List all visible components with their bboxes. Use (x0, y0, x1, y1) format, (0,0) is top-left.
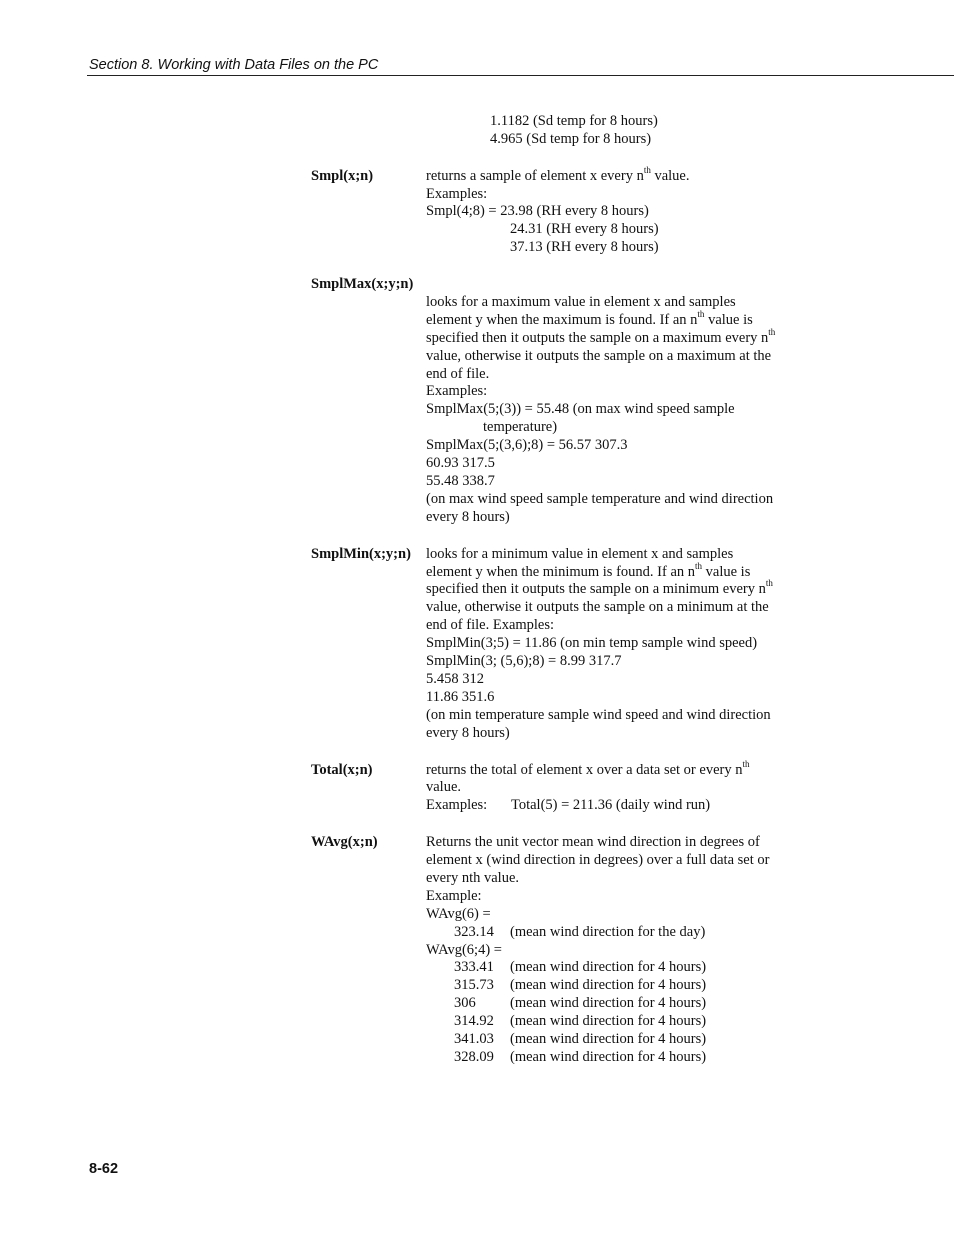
total-example: Total(5) = 211.36 (daily wind run) (511, 797, 711, 813)
smplmax-line: (on max wind speed sample temperature and wind direction (426, 491, 774, 507)
smplmin-line: 11.86 351.6 (426, 689, 495, 705)
wavg-line: WAvg(6) = (426, 906, 491, 922)
wavg-row-value: 333.41 (454, 959, 494, 975)
smplmax-line: 55.48 338.7 (426, 473, 495, 489)
smplmax-line: every 8 hours) (426, 509, 510, 525)
wavg-row-desc: (mean wind direction for 4 hours) (510, 1031, 707, 1047)
smpl-examples-label: Examples: (426, 186, 488, 202)
smplmax-line: SmplMax(5;(3)) = 55.48 (on max wind speed sample (426, 401, 735, 417)
wavg-row-desc: (mean wind direction for 4 hours) (510, 1049, 707, 1065)
wavg-row-desc: (mean wind direction for 4 hours) (510, 959, 707, 975)
smplmin-line: looks for a minimum value in element x and samples (426, 546, 734, 562)
wavg-row-desc: (mean wind direction for 4 hours) (510, 977, 707, 993)
wavg-row-value: 315.73 (454, 977, 494, 993)
wavg-row-value: 341.03 (454, 1031, 494, 1047)
intro-line: 4.965 (Sd temp for 8 hours) (490, 131, 652, 147)
smplmin-line: (on min temperature sample wind speed and wind direction (426, 707, 771, 723)
smplmax-line: Examples: (426, 383, 488, 399)
smpl-description: returns a sample of element x every $n^{th}$ value. (426, 165, 690, 184)
intro-line: 1.1182 (Sd temp for 8 hours) (490, 113, 658, 129)
wavg-row-value: 306 (454, 995, 476, 1011)
wavg-line: element x (wind direction in degrees) over a full data set or (426, 852, 770, 868)
total-line: value. (426, 779, 462, 795)
wavg-line: every nth value. (426, 870, 520, 886)
smplmin-line: specified then it outputs the sample on a minimum every $n^{th}$ (426, 578, 773, 597)
smpl-example: Smpl(4;8) = 23.98 (RH every 8 hours) (426, 203, 649, 219)
smplmin-line: SmplMin(3;5) = 11.86 (on min temp sample wind speed) (426, 635, 758, 651)
term-smpl: Smpl(x;n) (311, 168, 374, 184)
smplmin-line: every 8 hours) (426, 725, 510, 741)
smplmin-line: element y when the minimum is found. If an $n^{th}$ value is (426, 561, 751, 580)
section-header: Section 8. Working with Data Files on the PC (89, 57, 379, 73)
smplmin-line: SmplMin(3; (5,6);8) = 8.99 317.7 (426, 653, 622, 669)
smpl-example: 24.31 (RH every 8 hours) (510, 221, 659, 237)
wavg-row-desc: (mean wind direction for 4 hours) (510, 995, 707, 1011)
smplmax-line: looks for a maximum value in element x and samples (426, 294, 736, 310)
smplmax-line: specified then it outputs the sample on a maximum every $n^{th}$ (426, 327, 776, 346)
smplmax-line: SmplMax(5;(3,6);8) = 56.57 307.3 (426, 437, 628, 453)
wavg-row-value: 328.09 (454, 1049, 494, 1065)
smpl-example: 37.13 (RH every 8 hours) (510, 239, 659, 255)
smplmax-line: temperature) (483, 419, 558, 435)
header-rule (87, 75, 954, 76)
smplmin-line: end of file. Examples: (426, 617, 555, 633)
smplmax-line: element y when the maximum is found. If an $n^{th}$ value is (426, 309, 753, 328)
term-wavg: WAvg(x;n) (311, 834, 378, 850)
page-number: 8-62 (89, 1161, 119, 1177)
wavg-row-desc: (mean wind direction for 4 hours) (510, 1013, 707, 1029)
wavg-line: WAvg(6;4) = (426, 942, 502, 958)
total-examples-label: Examples: (426, 797, 488, 813)
wavg-line: Example: (426, 888, 482, 904)
smplmax-line: 60.93 317.5 (426, 455, 495, 471)
term-smplmin: SmplMin(x;y;n) (311, 546, 411, 562)
total-line: returns the total of element x over a data set or every $n^{th}$ (426, 759, 750, 778)
wavg-day-value: 323.14 (454, 924, 494, 940)
term-smplmax: SmplMax(x;y;n) (311, 276, 414, 292)
wavg-day-desc: (mean wind direction for the day) (510, 924, 706, 940)
wavg-row-value: 314.92 (454, 1013, 494, 1029)
wavg-line: Returns the unit vector mean wind direction in degrees of (426, 834, 760, 850)
smplmax-line: end of file. (426, 366, 490, 382)
smplmin-line: value, otherwise it outputs the sample on a minimum at the (426, 599, 769, 615)
term-total: Total(x;n) (311, 762, 373, 778)
smplmax-line: value, otherwise it outputs the sample on a maximum at the (426, 348, 772, 364)
smplmin-line: 5.458 312 (426, 671, 484, 687)
